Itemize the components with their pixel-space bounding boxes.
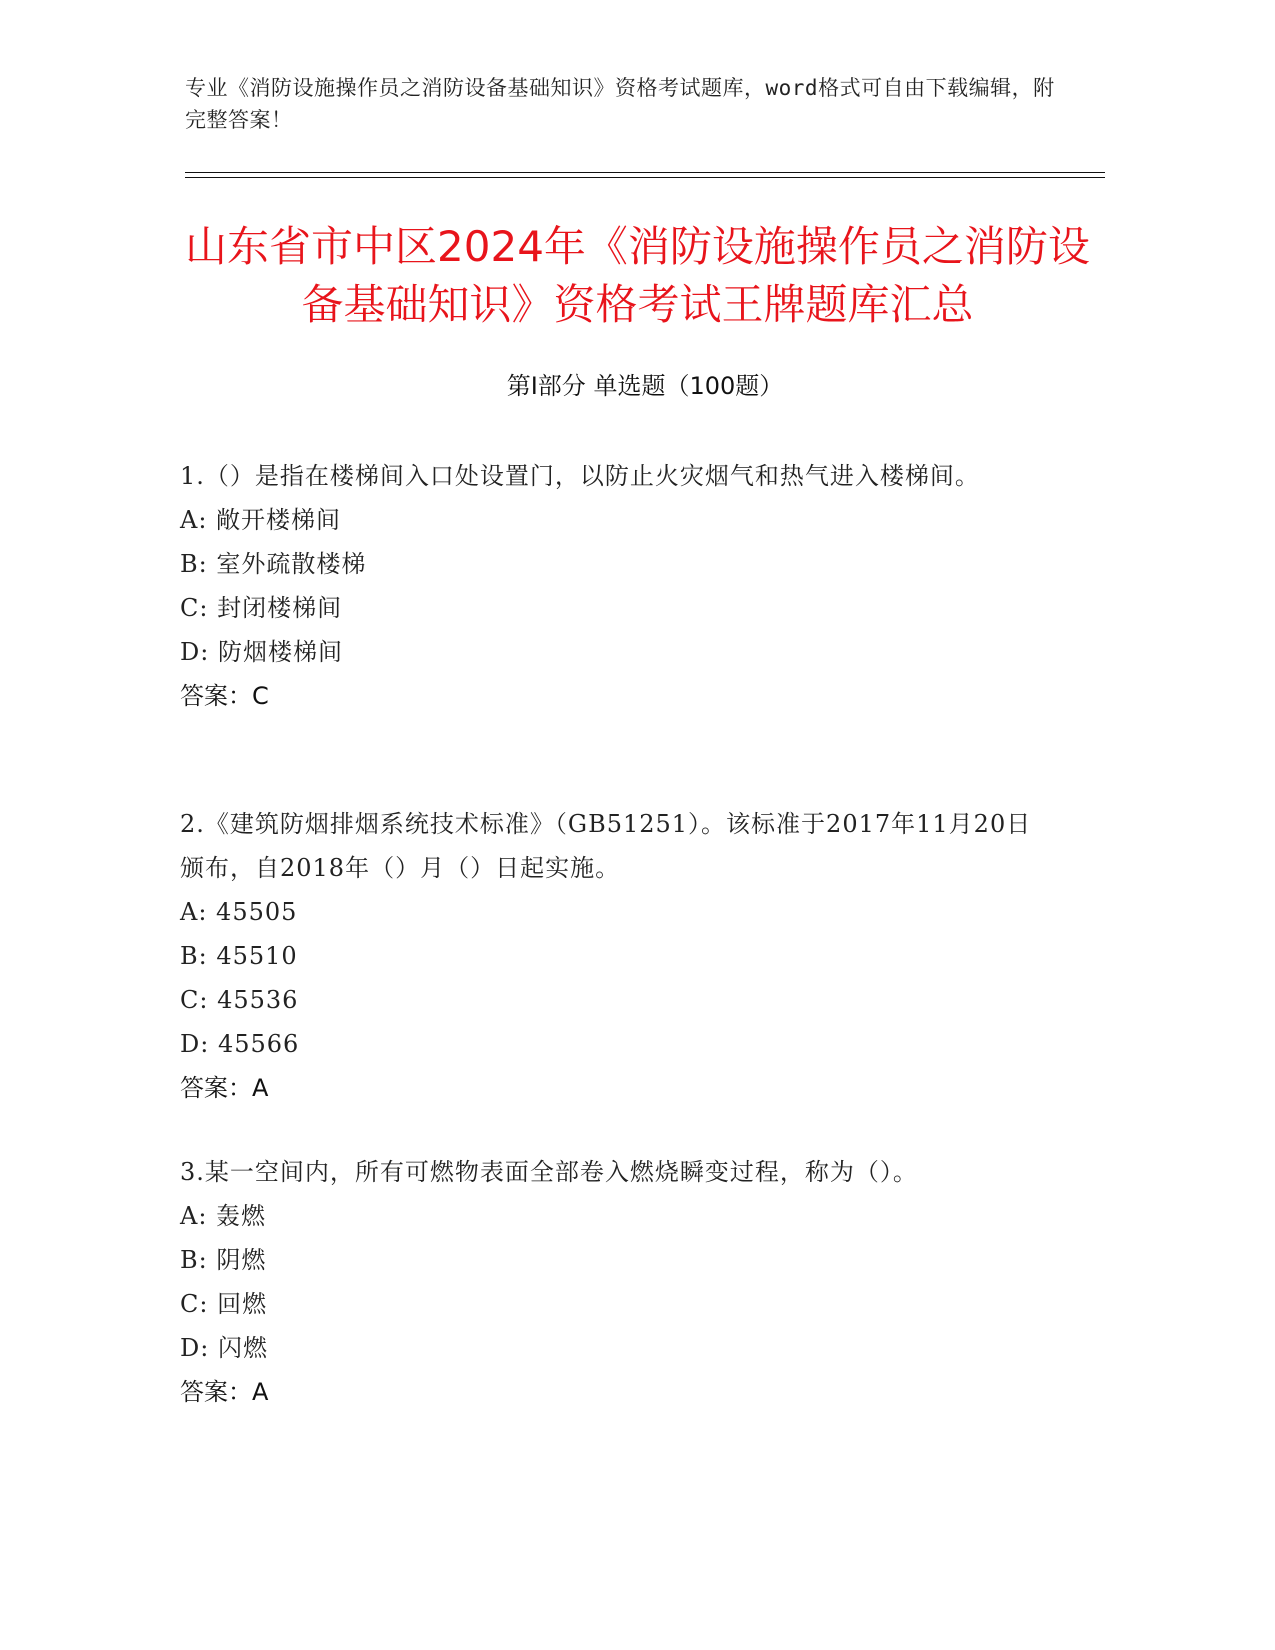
header-divider-bottom <box>185 177 1105 178</box>
option-b: B: 阴燃 <box>180 1246 267 1274</box>
option-c: C: 45536 <box>180 986 299 1014</box>
option-b: B: 室外疏散楼梯 <box>180 550 367 578</box>
question-block <box>180 802 1040 1110</box>
question-block <box>180 1150 1040 1414</box>
option-a: A: 45505 <box>180 898 298 926</box>
option-a: A: 敞开楼梯间 <box>180 506 342 534</box>
question-block <box>180 454 1040 718</box>
option-d: D: 防烟楼梯间 <box>180 638 343 666</box>
answer-line: 答案：C <box>180 682 269 710</box>
option-c: C: 回燃 <box>180 1290 268 1318</box>
answer-line: 答案：A <box>180 1378 269 1406</box>
question-stem: 2.《建筑防烟排烟系统技术标准》（GB51251）。该标准于2017年11月20日颁布，自2018年（）月（）日起实施。 <box>180 810 1032 882</box>
option-b: B: 45510 <box>180 942 298 970</box>
answer-line: 答案：A <box>180 1074 269 1102</box>
option-d: D: 45566 <box>180 1030 300 1058</box>
question-stem: 1.（）是指在楼梯间入口处设置门，以防止火灾烟气和热气进入楼梯间。 <box>180 462 980 490</box>
option-d: D: 闪燃 <box>180 1334 268 1362</box>
header-note: 专业《消防设施操作员之消防设备基础知识》资格考试题库，word格式可自由下载编辑，附完整答案！ <box>185 76 1055 132</box>
question-stem: 3.某一空间内，所有可燃物表面全部卷入燃烧瞬变过程，称为（）。 <box>180 1158 918 1186</box>
document-title: 山东省市中区2024年《消防设施操作员之消防设备基础知识》资格考试王牌题库汇总 <box>185 222 1090 329</box>
option-c: C: 封闭楼梯间 <box>180 594 343 622</box>
header-divider-top <box>185 172 1105 173</box>
section-title: 第I部分 单选题（100题） <box>506 372 784 400</box>
option-a: A: 轰燃 <box>180 1202 267 1230</box>
